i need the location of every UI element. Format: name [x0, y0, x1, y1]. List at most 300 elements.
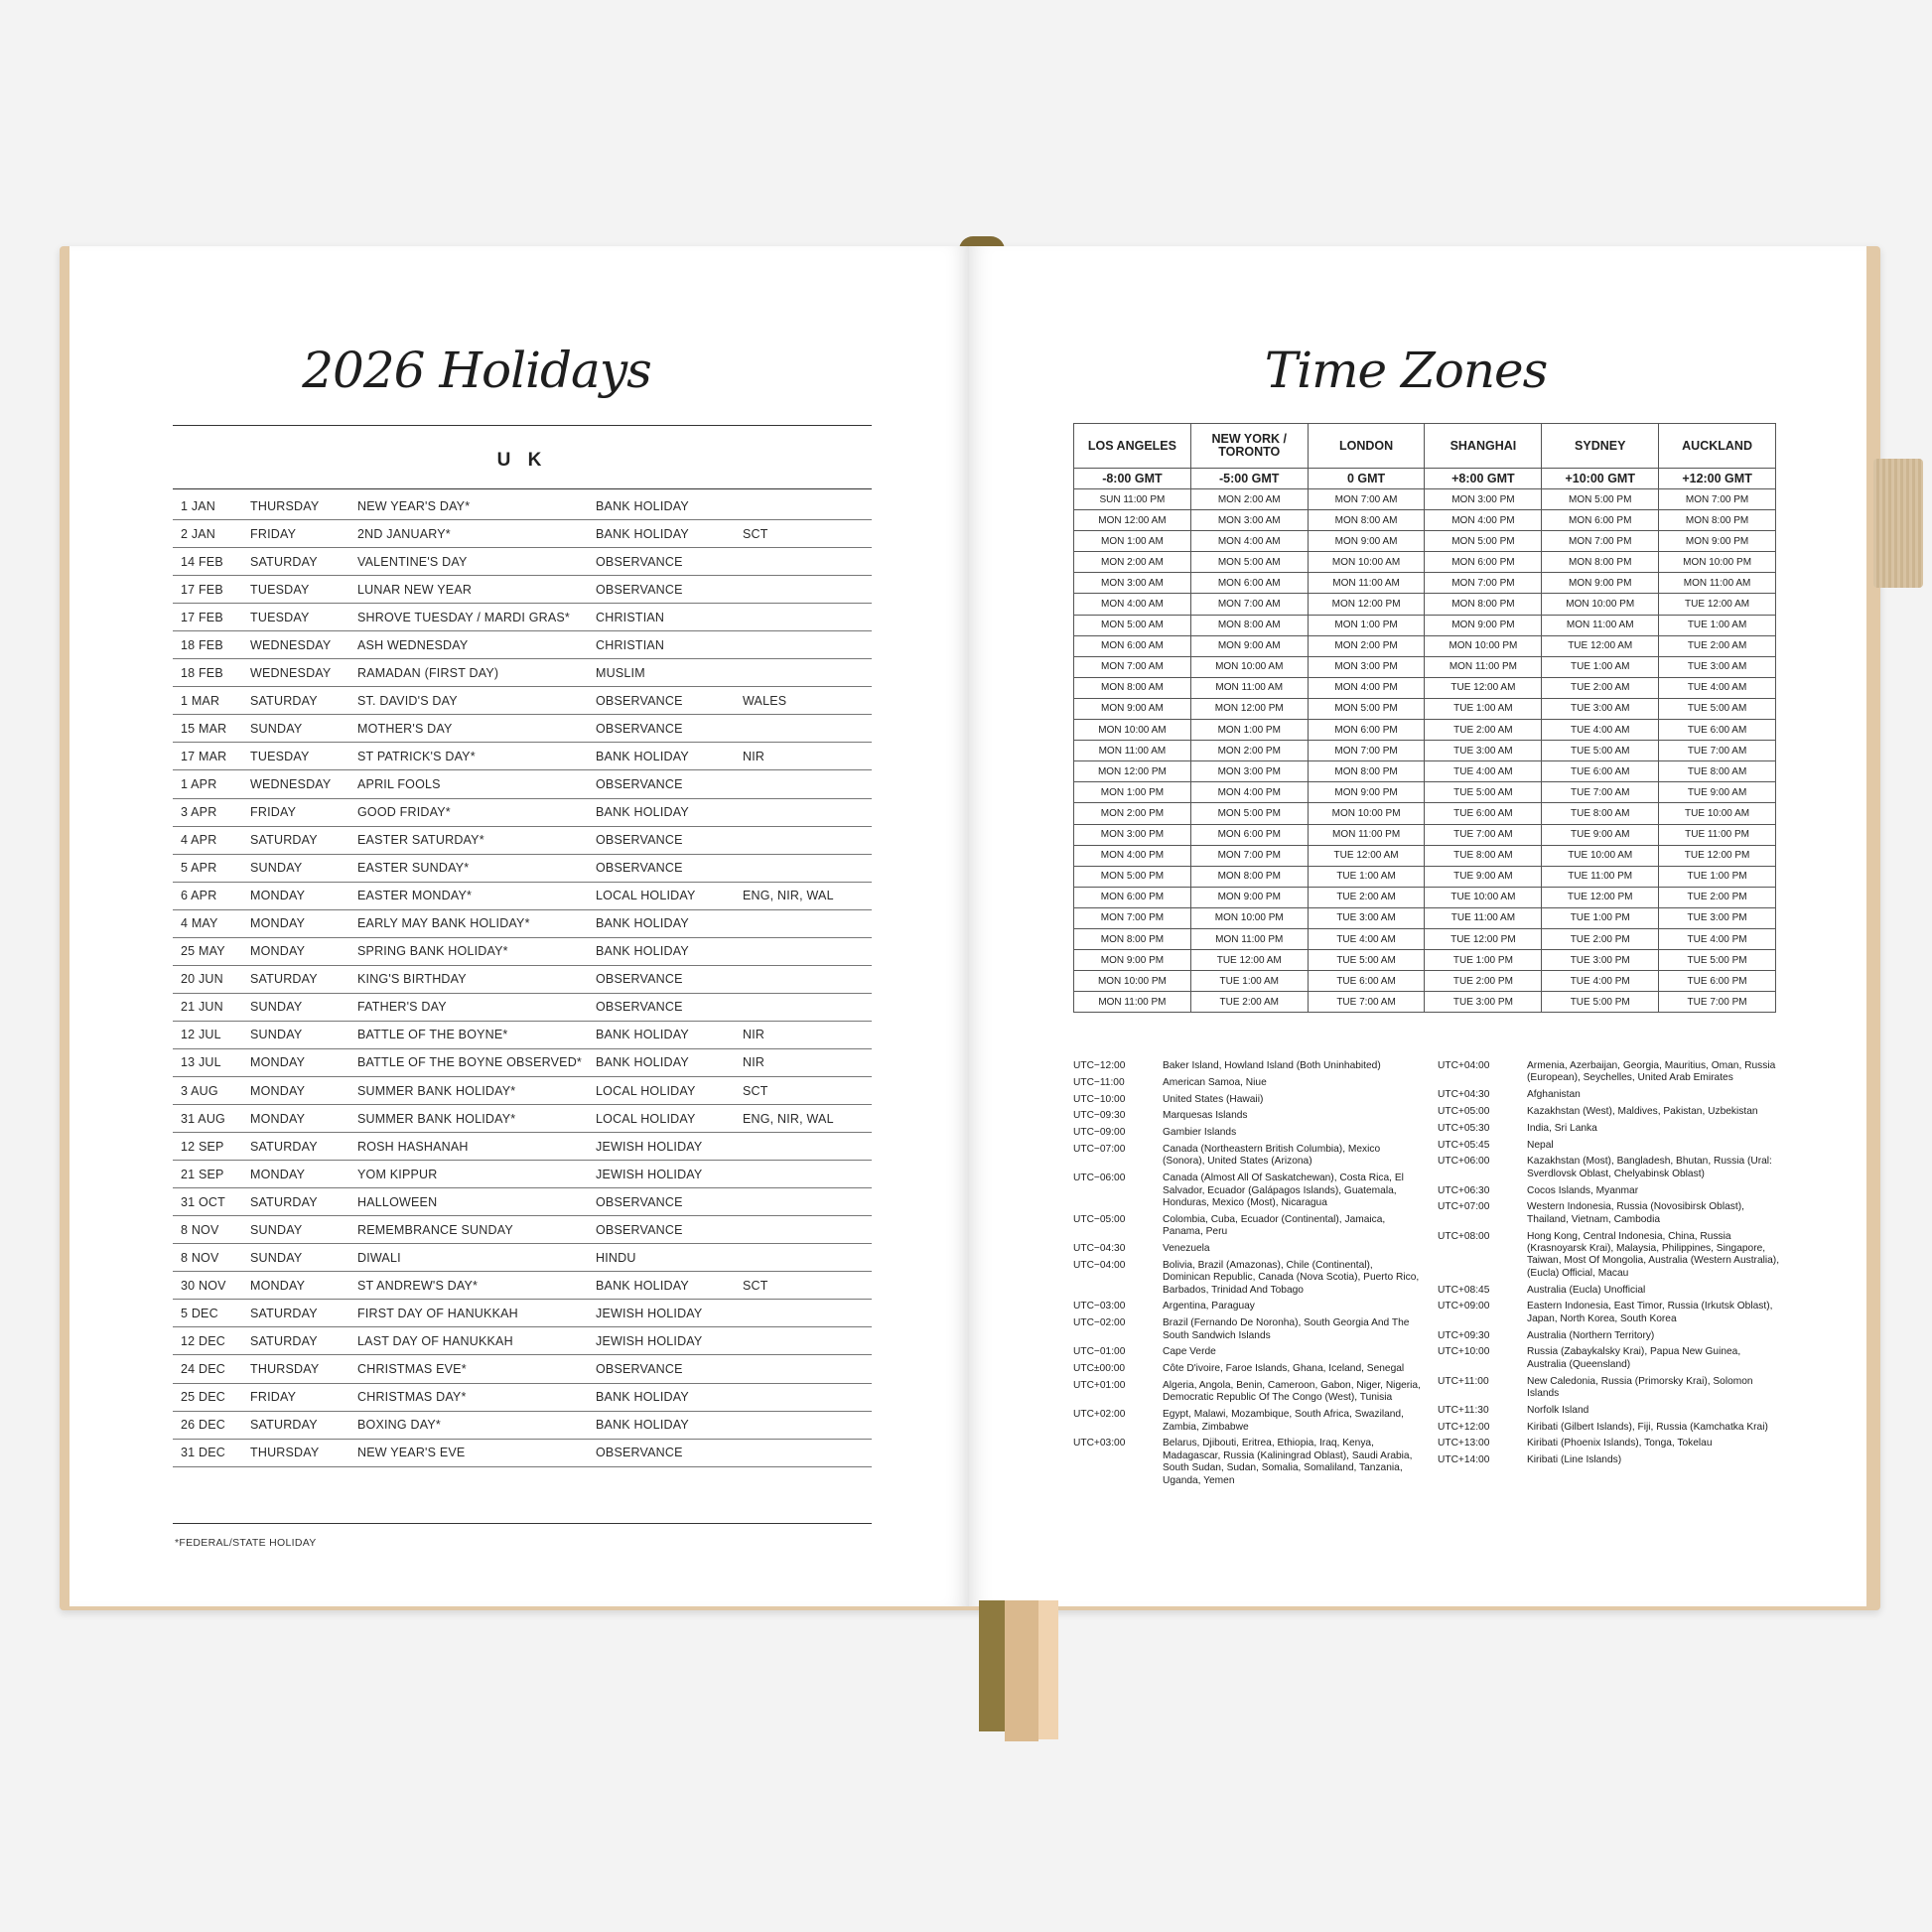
time-cell: MON 9:00 PM [1659, 531, 1776, 552]
holiday-type: OBSERVANCE [588, 826, 735, 854]
holiday-name: LAST DAY OF HANUKKAH [349, 1327, 588, 1355]
holiday-type: BANK HOLIDAY [588, 743, 735, 770]
holiday-weekday: SATURDAY [242, 1133, 349, 1161]
time-cell: TUE 10:00 AM [1659, 803, 1776, 824]
holiday-type: BANK HOLIDAY [588, 492, 735, 520]
table-row [173, 1161, 872, 1188]
holiday-region [735, 826, 872, 854]
divider [173, 1523, 872, 1524]
utc-entry [1438, 1123, 1781, 1135]
time-cell: MON 2:00 PM [1308, 635, 1425, 656]
holiday-date: 4 MAY [173, 909, 242, 937]
time-cell: TUE 3:00 PM [1542, 950, 1659, 971]
utc-places: Kazakhstan (West), Maldives, Pakistan, Uzbekistan [1527, 1106, 1758, 1117]
gmt-offset: -5:00 GMT [1190, 469, 1308, 489]
elastic-band[interactable] [1873, 459, 1923, 588]
utc-entry [1438, 1422, 1781, 1434]
time-cell: TUE 2:00 PM [1659, 887, 1776, 907]
table-row [1074, 594, 1776, 615]
table-row [173, 631, 872, 659]
utc-places: New Caledonia, Russia (Primorsky Krai), Solomon Islands [1527, 1375, 1753, 1400]
holiday-name: ROSH HASHANAH [349, 1133, 588, 1161]
time-cell: MON 12:00 PM [1190, 698, 1308, 719]
holiday-name: ST PATRICK'S DAY* [349, 743, 588, 770]
holiday-region [735, 1411, 872, 1439]
table-row [173, 993, 872, 1021]
holiday-type: JEWISH HOLIDAY [588, 1133, 735, 1161]
time-cell: TUE 12:00 AM [1542, 635, 1659, 656]
holiday-region [735, 1300, 872, 1327]
holiday-weekday: SUNDAY [242, 1244, 349, 1272]
table-row [173, 687, 872, 715]
utc-offset: UTC+06:00 [1438, 1156, 1490, 1168]
holiday-region [735, 854, 872, 882]
table-row [173, 548, 872, 576]
holiday-weekday: SATURDAY [242, 1411, 349, 1439]
utc-places: Baker Island, Howland Island (Both Uninhabited) [1163, 1060, 1381, 1071]
holiday-name: EASTER SATURDAY* [349, 826, 588, 854]
time-cell: TUE 2:00 AM [1425, 720, 1542, 741]
table-row [173, 965, 872, 993]
holiday-weekday: SATURDAY [242, 548, 349, 576]
utc-offset: UTC+03:00 [1073, 1438, 1126, 1449]
holiday-weekday: MONDAY [242, 1272, 349, 1300]
time-cell: MON 11:00 AM [1074, 741, 1191, 761]
time-cell: MON 11:00 AM [1190, 677, 1308, 698]
holiday-type: OBSERVANCE [588, 770, 735, 798]
time-cell: MON 7:00 PM [1190, 845, 1308, 866]
table-row [173, 1076, 872, 1104]
time-cell: TUE 3:00 AM [1659, 656, 1776, 677]
holiday-weekday: SATURDAY [242, 1327, 349, 1355]
utc-offset: UTC+10:00 [1438, 1346, 1490, 1358]
time-cell: TUE 8:00 AM [1425, 845, 1542, 866]
utc-places: Algeria, Angola, Benin, Cameroon, Gabon, Niger, Nigeria, Democratic Republic Of The Congo (West), Tunisia [1163, 1380, 1421, 1404]
utc-entry [1073, 1346, 1421, 1358]
holiday-type: CHRISTIAN [588, 604, 735, 631]
utc-places: Western Indonesia, Russia (Novosibirsk Oblast), Thailand, Vietnam, Cambodia [1527, 1201, 1744, 1225]
holiday-date: 1 MAR [173, 687, 242, 715]
holiday-type: OBSERVANCE [588, 965, 735, 993]
holiday-weekday: WEDNESDAY [242, 770, 349, 798]
utc-offset: UTC+13:00 [1438, 1438, 1490, 1449]
holiday-date: 12 SEP [173, 1133, 242, 1161]
time-cell: TUE 1:00 AM [1308, 866, 1425, 887]
utc-entry [1073, 1409, 1421, 1434]
holiday-weekday: THURSDAY [242, 1439, 349, 1466]
time-cell: MON 7:00 PM [1659, 489, 1776, 510]
time-cell: MON 10:00 PM [1659, 552, 1776, 573]
table-row [173, 1244, 872, 1272]
holiday-region [735, 576, 872, 604]
holiday-name: SUMMER BANK HOLIDAY* [349, 1076, 588, 1104]
holiday-name: APRIL FOOLS [349, 770, 588, 798]
utc-places: Cocos Islands, Myanmar [1527, 1184, 1639, 1196]
time-cell: MON 9:00 PM [1074, 950, 1191, 971]
table-row [173, 659, 872, 687]
holiday-name: 2ND JANUARY* [349, 520, 588, 548]
time-cell: MON 11:00 PM [1190, 928, 1308, 949]
time-cell: TUE 5:00 AM [1659, 698, 1776, 719]
holiday-name: MOTHER'S DAY [349, 715, 588, 743]
holiday-name: NEW YEAR'S EVE [349, 1439, 588, 1466]
time-cell: MON 5:00 PM [1542, 489, 1659, 510]
utc-entry [1438, 1454, 1781, 1466]
time-cell: MON 10:00 PM [1190, 907, 1308, 928]
time-cell: MON 6:00 PM [1308, 720, 1425, 741]
holiday-date: 8 NOV [173, 1244, 242, 1272]
table-row [173, 576, 872, 604]
time-cell: TUE 4:00 PM [1542, 971, 1659, 992]
time-cell: TUE 8:00 AM [1659, 761, 1776, 782]
holiday-date: 3 APR [173, 798, 242, 826]
holiday-region [735, 631, 872, 659]
holiday-date: 12 JUL [173, 1021, 242, 1048]
table-row [173, 909, 872, 937]
holiday-type: BANK HOLIDAY [588, 937, 735, 965]
utc-places: Norfolk Island [1527, 1404, 1589, 1416]
time-cell: MON 5:00 PM [1425, 531, 1542, 552]
time-cell: TUE 1:00 AM [1190, 971, 1308, 992]
utc-offset: UTC+01:00 [1073, 1380, 1126, 1391]
table-row [173, 1272, 872, 1300]
time-cell: MON 5:00 PM [1308, 698, 1425, 719]
time-cell: MON 2:00 PM [1074, 803, 1191, 824]
time-cell: TUE 4:00 AM [1659, 677, 1776, 698]
holiday-date: 31 OCT [173, 1188, 242, 1216]
utc-offset: UTC−04:30 [1073, 1243, 1126, 1254]
utc-entry [1438, 1060, 1781, 1085]
time-cell: MON 3:00 PM [1074, 824, 1191, 845]
time-cell: TUE 8:00 AM [1542, 803, 1659, 824]
holiday-type: BANK HOLIDAY [588, 1272, 735, 1300]
holiday-date: 5 DEC [173, 1300, 242, 1327]
holiday-region [735, 1216, 872, 1244]
time-cell: MON 7:00 AM [1074, 656, 1191, 677]
time-cell: TUE 7:00 AM [1542, 782, 1659, 803]
time-cell: MON 1:00 PM [1074, 782, 1191, 803]
utc-offset: UTC±00:00 [1073, 1363, 1126, 1375]
holidays-table [173, 492, 872, 1467]
holiday-date: 2 JAN [173, 520, 242, 548]
time-cell: MON 12:00 PM [1308, 594, 1425, 615]
holiday-region [735, 937, 872, 965]
utc-offset: UTC−02:00 [1073, 1317, 1126, 1329]
holiday-weekday: MONDAY [242, 1161, 349, 1188]
table-row [1074, 950, 1776, 971]
table-row [1074, 615, 1776, 635]
utc-offset: UTC+05:30 [1438, 1122, 1490, 1134]
utc-offset: UTC+08:45 [1438, 1284, 1490, 1296]
time-cell: TUE 6:00 AM [1542, 761, 1659, 782]
utc-offset: UTC−12:00 [1073, 1060, 1126, 1071]
holiday-region [735, 659, 872, 687]
table-row [1074, 573, 1776, 594]
holiday-name: DIWALI [349, 1244, 588, 1272]
table-row [173, 1105, 872, 1133]
time-cell: MON 10:00 AM [1074, 720, 1191, 741]
holiday-date: 1 APR [173, 770, 242, 798]
utc-places: Cape Verde [1163, 1346, 1216, 1358]
time-cell: TUE 6:00 PM [1659, 971, 1776, 992]
table-row [1074, 635, 1776, 656]
utc-entry [1073, 1380, 1421, 1405]
holiday-weekday: SATURDAY [242, 1300, 349, 1327]
time-cell: MON 4:00 PM [1308, 677, 1425, 698]
holiday-type: BANK HOLIDAY [588, 520, 735, 548]
holiday-type: CHRISTIAN [588, 631, 735, 659]
utc-entry [1073, 1077, 1421, 1089]
utc-offset: UTC−04:00 [1073, 1259, 1126, 1271]
holiday-date: 21 SEP [173, 1161, 242, 1188]
utc-entry [1073, 1060, 1421, 1072]
time-cell: MON 7:00 PM [1308, 741, 1425, 761]
holiday-region [735, 770, 872, 798]
time-cell: MON 9:00 PM [1190, 887, 1308, 907]
time-cell: MON 11:00 AM [1542, 615, 1659, 635]
time-cell: TUE 12:00 AM [1659, 594, 1776, 615]
time-cell: MON 8:00 PM [1074, 928, 1191, 949]
holiday-name: LUNAR NEW YEAR [349, 576, 588, 604]
holiday-type: BANK HOLIDAY [588, 1021, 735, 1048]
holiday-weekday: SATURDAY [242, 1188, 349, 1216]
page-title: Time Zones [1264, 342, 1548, 399]
holiday-date: 25 MAY [173, 937, 242, 965]
utc-offset: UTC−11:00 [1073, 1076, 1125, 1088]
time-cell: MON 1:00 AM [1074, 531, 1191, 552]
time-cell: TUE 5:00 PM [1659, 950, 1776, 971]
holiday-name: SHROVE TUESDAY / MARDI GRAS* [349, 604, 588, 631]
utc-places: Hong Kong, Central Indonesia, China, Russia (Krasnoyarsk Krai), Malaysia, Philippines, Singapore, Taiwan, Most Of Mongolia, Australia (Western Australia), (Eucla) Official, Macau [1527, 1230, 1780, 1279]
holiday-region [735, 1244, 872, 1272]
time-cell: MON 5:00 PM [1190, 803, 1308, 824]
utc-offset: UTC−05:00 [1073, 1213, 1126, 1225]
holiday-weekday: THURSDAY [242, 492, 349, 520]
holiday-name: ST ANDREW'S DAY* [349, 1272, 588, 1300]
time-cell: MON 12:00 AM [1074, 510, 1191, 531]
holiday-name: GOOD FRIDAY* [349, 798, 588, 826]
time-cell: TUE 6:00 AM [1308, 971, 1425, 992]
city-header: NEW YORK / TORONTO [1190, 424, 1308, 469]
time-cell: TUE 7:00 AM [1659, 741, 1776, 761]
holiday-date: 31 DEC [173, 1439, 242, 1466]
holiday-weekday: TUESDAY [242, 743, 349, 770]
table-row [1074, 552, 1776, 573]
utc-offset: UTC+09:00 [1438, 1301, 1490, 1312]
utc-entry [1438, 1301, 1781, 1325]
holiday-name: VALENTINE'S DAY [349, 548, 588, 576]
time-cell: MON 11:00 PM [1308, 824, 1425, 845]
holiday-name: YOM KIPPUR [349, 1161, 588, 1188]
holiday-name: RAMADAN (FIRST DAY) [349, 659, 588, 687]
utc-offset: UTC+11:00 [1438, 1375, 1489, 1387]
holiday-date: 30 NOV [173, 1272, 242, 1300]
holiday-name: EASTER MONDAY* [349, 882, 588, 909]
holiday-weekday: MONDAY [242, 937, 349, 965]
utc-entry [1073, 1127, 1421, 1139]
city-header: LONDON [1308, 424, 1425, 469]
gmt-offset: -8:00 GMT [1074, 469, 1191, 489]
holiday-type: BANK HOLIDAY [588, 798, 735, 826]
table-row [1074, 677, 1776, 698]
holiday-name: ST. DAVID'S DAY [349, 687, 588, 715]
holiday-weekday: SUNDAY [242, 715, 349, 743]
holiday-weekday: MONDAY [242, 909, 349, 937]
holiday-weekday: TUESDAY [242, 604, 349, 631]
utc-offset: UTC−06:00 [1073, 1173, 1126, 1184]
holiday-date: 18 FEB [173, 659, 242, 687]
holiday-region: ENG, NIR, WAL [735, 882, 872, 909]
time-cell: TUE 12:00 AM [1425, 677, 1542, 698]
holiday-weekday: MONDAY [242, 1105, 349, 1133]
time-cell: TUE 7:00 AM [1308, 992, 1425, 1013]
holiday-date: 31 AUG [173, 1105, 242, 1133]
utc-offset: UTC+09:30 [1438, 1329, 1490, 1341]
time-cell: TUE 9:00 AM [1659, 782, 1776, 803]
holiday-type: LOCAL HOLIDAY [588, 882, 735, 909]
time-cell: TUE 7:00 AM [1425, 824, 1542, 845]
table-row [173, 1021, 872, 1048]
time-cell: TUE 10:00 AM [1542, 845, 1659, 866]
holiday-weekday: TUESDAY [242, 576, 349, 604]
city-header: SHANGHAI [1425, 424, 1542, 469]
holiday-region [735, 1355, 872, 1383]
holiday-weekday: SUNDAY [242, 993, 349, 1021]
time-cell: MON 7:00 AM [1190, 594, 1308, 615]
time-cell: TUE 4:00 AM [1542, 720, 1659, 741]
time-cell: TUE 4:00 AM [1425, 761, 1542, 782]
gmt-offset: +12:00 GMT [1659, 469, 1776, 489]
utc-offset: UTC+04:30 [1438, 1089, 1490, 1101]
time-cell: MON 11:00 AM [1308, 573, 1425, 594]
footnote: *FEDERAL/STATE HOLIDAY [175, 1537, 317, 1549]
utc-offset: UTC+12:00 [1438, 1421, 1490, 1433]
table-row [1074, 782, 1776, 803]
bookmark-ribbon[interactable] [1005, 1600, 1038, 1741]
holiday-type: LOCAL HOLIDAY [588, 1105, 735, 1133]
time-cell: MON 10:00 PM [1425, 635, 1542, 656]
time-cell: MON 3:00 PM [1308, 656, 1425, 677]
time-cell: MON 2:00 PM [1190, 741, 1308, 761]
time-cell: MON 10:00 PM [1308, 803, 1425, 824]
holiday-region [735, 965, 872, 993]
time-cell: TUE 11:00 PM [1542, 866, 1659, 887]
utc-places: Russia (Zabaykalsky Krai), Papua New Guinea, Australia (Queensland) [1527, 1346, 1741, 1370]
time-cell: MON 8:00 PM [1190, 866, 1308, 887]
time-cell: TUE 3:00 PM [1659, 907, 1776, 928]
utc-places: Bolivia, Brazil (Amazonas), Chile (Continental), Dominican Republic, Canada (Nova Scotia), Puerto Rico, Barbados, Trinidad And Tobago [1163, 1259, 1420, 1296]
holiday-date: 26 DEC [173, 1411, 242, 1439]
holiday-type: OBSERVANCE [588, 854, 735, 882]
time-cell: MON 5:00 AM [1190, 552, 1308, 573]
holiday-region: SCT [735, 520, 872, 548]
holiday-weekday: FRIDAY [242, 520, 349, 548]
time-cell: MON 7:00 PM [1542, 531, 1659, 552]
holiday-name: ASH WEDNESDAY [349, 631, 588, 659]
holiday-type: LOCAL HOLIDAY [588, 1076, 735, 1104]
table-row [173, 937, 872, 965]
time-cell: TUE 9:00 AM [1425, 866, 1542, 887]
time-cell: MON 10:00 AM [1308, 552, 1425, 573]
utc-entry [1073, 1214, 1421, 1239]
time-cell: MON 9:00 PM [1542, 573, 1659, 594]
holiday-region [735, 1327, 872, 1355]
utc-places: Canada (Almost All Of Saskatchewan), Costa Rica, El Salvador, Ecuador (Galápagos Islands), Guatemala, Honduras, Mexico (Most), Nicaragua [1163, 1173, 1404, 1208]
table-row [173, 882, 872, 909]
table-row [1074, 531, 1776, 552]
time-cell: MON 5:00 AM [1074, 615, 1191, 635]
utc-offset: UTC−10:00 [1073, 1093, 1126, 1105]
time-cell: MON 8:00 PM [1659, 510, 1776, 531]
table-row [173, 743, 872, 770]
time-cell: TUE 12:00 PM [1542, 887, 1659, 907]
holiday-weekday: SATURDAY [242, 687, 349, 715]
time-cell: MON 10:00 PM [1542, 594, 1659, 615]
utc-offset: UTC+05:00 [1438, 1106, 1490, 1117]
time-cell: TUE 2:00 AM [1190, 992, 1308, 1013]
time-cell: MON 1:00 PM [1308, 615, 1425, 635]
holiday-name: BOXING DAY* [349, 1411, 588, 1439]
holiday-date: 17 MAR [173, 743, 242, 770]
holiday-type: BANK HOLIDAY [588, 1411, 735, 1439]
time-cell: MON 8:00 PM [1542, 552, 1659, 573]
table-row [1074, 928, 1776, 949]
table-row [173, 604, 872, 631]
utc-places: Brazil (Fernando De Noronha), South Georgia And The South Sandwich Islands [1163, 1317, 1410, 1341]
holiday-name: SUMMER BANK HOLIDAY* [349, 1105, 588, 1133]
holiday-type: OBSERVANCE [588, 687, 735, 715]
utc-entry [1073, 1173, 1421, 1209]
utc-places: American Samoa, Niue [1163, 1076, 1267, 1088]
holiday-type: BANK HOLIDAY [588, 1383, 735, 1411]
holidays-page [69, 246, 969, 1606]
timezone-table [1073, 423, 1776, 1013]
holiday-type: OBSERVANCE [588, 576, 735, 604]
holiday-region: SCT [735, 1076, 872, 1104]
holiday-region [735, 548, 872, 576]
utc-entry [1438, 1376, 1781, 1401]
holiday-region [735, 798, 872, 826]
holiday-date: 15 MAR [173, 715, 242, 743]
utc-places: Belarus, Djibouti, Eritrea, Ethiopia, Iraq, Kenya, Madagascar, Russia (Kaliningrad Oblast), Saudi Arabia, South Sudan, Sudan, Somalia, Somaliland, Tanzania, Uganda, Yemen [1163, 1438, 1413, 1486]
holiday-region: ENG, NIR, WAL [735, 1105, 872, 1133]
time-cell: MON 9:00 AM [1190, 635, 1308, 656]
table-row [1074, 761, 1776, 782]
table-row [1074, 489, 1776, 510]
holiday-type: BANK HOLIDAY [588, 909, 735, 937]
time-cell: MON 2:00 AM [1074, 552, 1191, 573]
time-cell: TUE 4:00 AM [1308, 928, 1425, 949]
holiday-region [735, 1188, 872, 1216]
utc-entry [1438, 1346, 1781, 1371]
holiday-name: EASTER SUNDAY* [349, 854, 588, 882]
page-title: 2026 Holidays [302, 342, 651, 399]
time-cell: MON 10:00 PM [1074, 971, 1191, 992]
holiday-date: 21 JUN [173, 993, 242, 1021]
holiday-type: JEWISH HOLIDAY [588, 1327, 735, 1355]
time-cell: TUE 12:00 PM [1425, 928, 1542, 949]
table-row [173, 854, 872, 882]
holiday-weekday: THURSDAY [242, 1355, 349, 1383]
holiday-type: BANK HOLIDAY [588, 1048, 735, 1076]
divider [173, 425, 872, 426]
utc-places: India, Sri Lanka [1527, 1122, 1597, 1134]
holiday-date: 12 DEC [173, 1327, 242, 1355]
time-cell: TUE 6:00 AM [1659, 720, 1776, 741]
time-cell: MON 4:00 PM [1074, 845, 1191, 866]
time-cell: MON 3:00 PM [1190, 761, 1308, 782]
time-cell: TUE 2:00 AM [1542, 677, 1659, 698]
